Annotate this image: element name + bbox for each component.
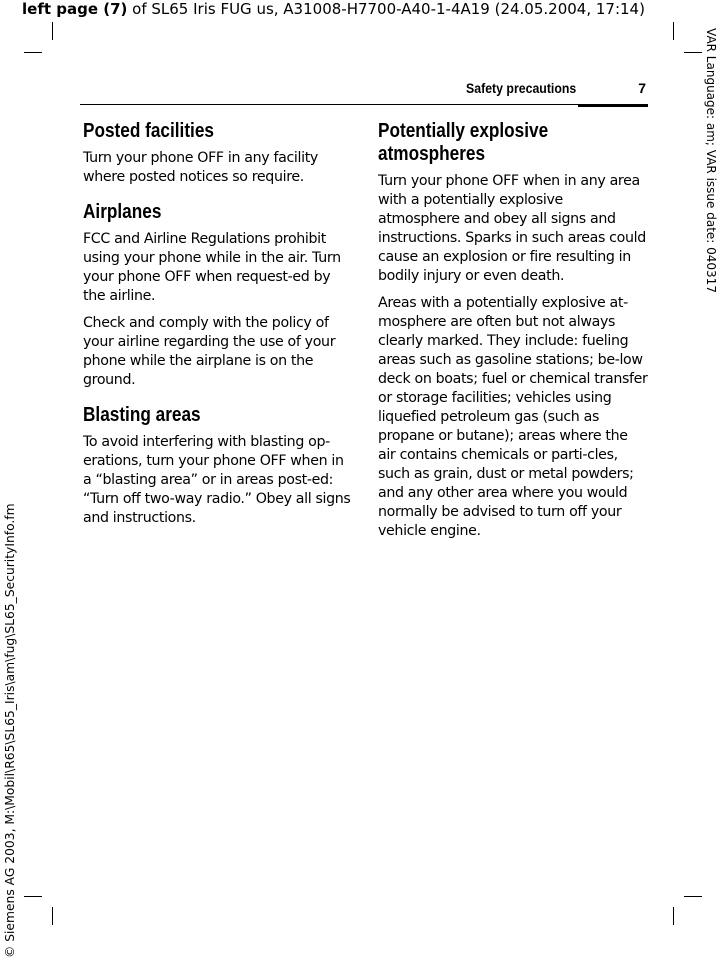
right-column — [378, 120, 648, 549]
crop-mark — [673, 907, 674, 925]
crop-mark — [24, 52, 42, 53]
crop-mark — [52, 907, 53, 925]
paragraph-blasting-areas: To avoid interfering with blasting op-erations, turn your phone OFF when in a “blasting area” or in areas post-ed: “Turn off two-way radio.” Obey all signs and instructions. — [83, 434, 351, 526]
side-text-right — [703, 28, 719, 348]
paragraph-airplanes-2: Check and comply with the policy of your airline regarding the use of your phone while the airplane is on the ground. — [83, 315, 336, 388]
crop-mark — [52, 22, 53, 40]
paragraph-explosive-atmospheres-2: Areas with a potentially explosive at-mosphere are often but not always clearly marked. They include: fueling areas such as gasoline stations; be-low deck on boats; fuel or chemical transfer or storage facilities; vehicles using liquefied petroleum gas (such as propane or butane); areas where the air contains chemicals or parti-cles, such as grain, dust or metal powders; and any other area where you would normally be advised to turn off your vehicle engine. — [378, 295, 648, 539]
paragraph-explosive-atmospheres-1: Turn your phone OFF when in any area with a potentially explosive atmosphere and obey all signs and instructions. Sparks in such areas could cause an explosion or fire resulting in bodily injury or even death. — [378, 173, 646, 284]
crop-mark — [684, 896, 702, 897]
paragraph-airplanes-1: FCC and Airline Regulations prohibit using your phone while in the air. Turn your phone OFF when request-ed by the airline. — [83, 231, 341, 304]
running-header-title: Safety precautions — [465, 80, 576, 96]
paragraph-posted-facilities: Turn your phone OFF in any facility where posted notices so require. — [83, 150, 318, 185]
print-info-label: left page (7) — [22, 0, 128, 18]
crop-mark — [684, 52, 702, 53]
crop-mark — [24, 896, 42, 897]
left-column — [83, 120, 351, 536]
side-text-left — [2, 488, 18, 958]
section-heading-airplanes: Airplanes — [83, 201, 162, 223]
var-language-text: VAR Language: am; VAR issue date: 040317 — [704, 28, 718, 293]
print-info-line — [22, 0, 645, 18]
running-header — [80, 78, 648, 105]
header-tab-bar — [578, 104, 648, 107]
section-heading-explosive-atmospheres: Potentially explosive atmospheres — [378, 120, 549, 165]
crop-mark — [673, 22, 674, 40]
print-info-text: of SL65 Iris FUG us, A31008-H7700-A40-1-4A19 (24.05.2004, 17:14) — [127, 0, 645, 18]
copyright-path-text: © Siemens AG 2003, M:\Mobil\R65\SL65_Iris\am\fug\SL65_SecurityInfo.fm — [3, 503, 17, 958]
section-heading-blasting-areas: Blasting areas — [83, 404, 201, 426]
section-heading-posted-facilities: Posted facilities — [83, 120, 214, 142]
page-number: 7 — [638, 80, 646, 96]
